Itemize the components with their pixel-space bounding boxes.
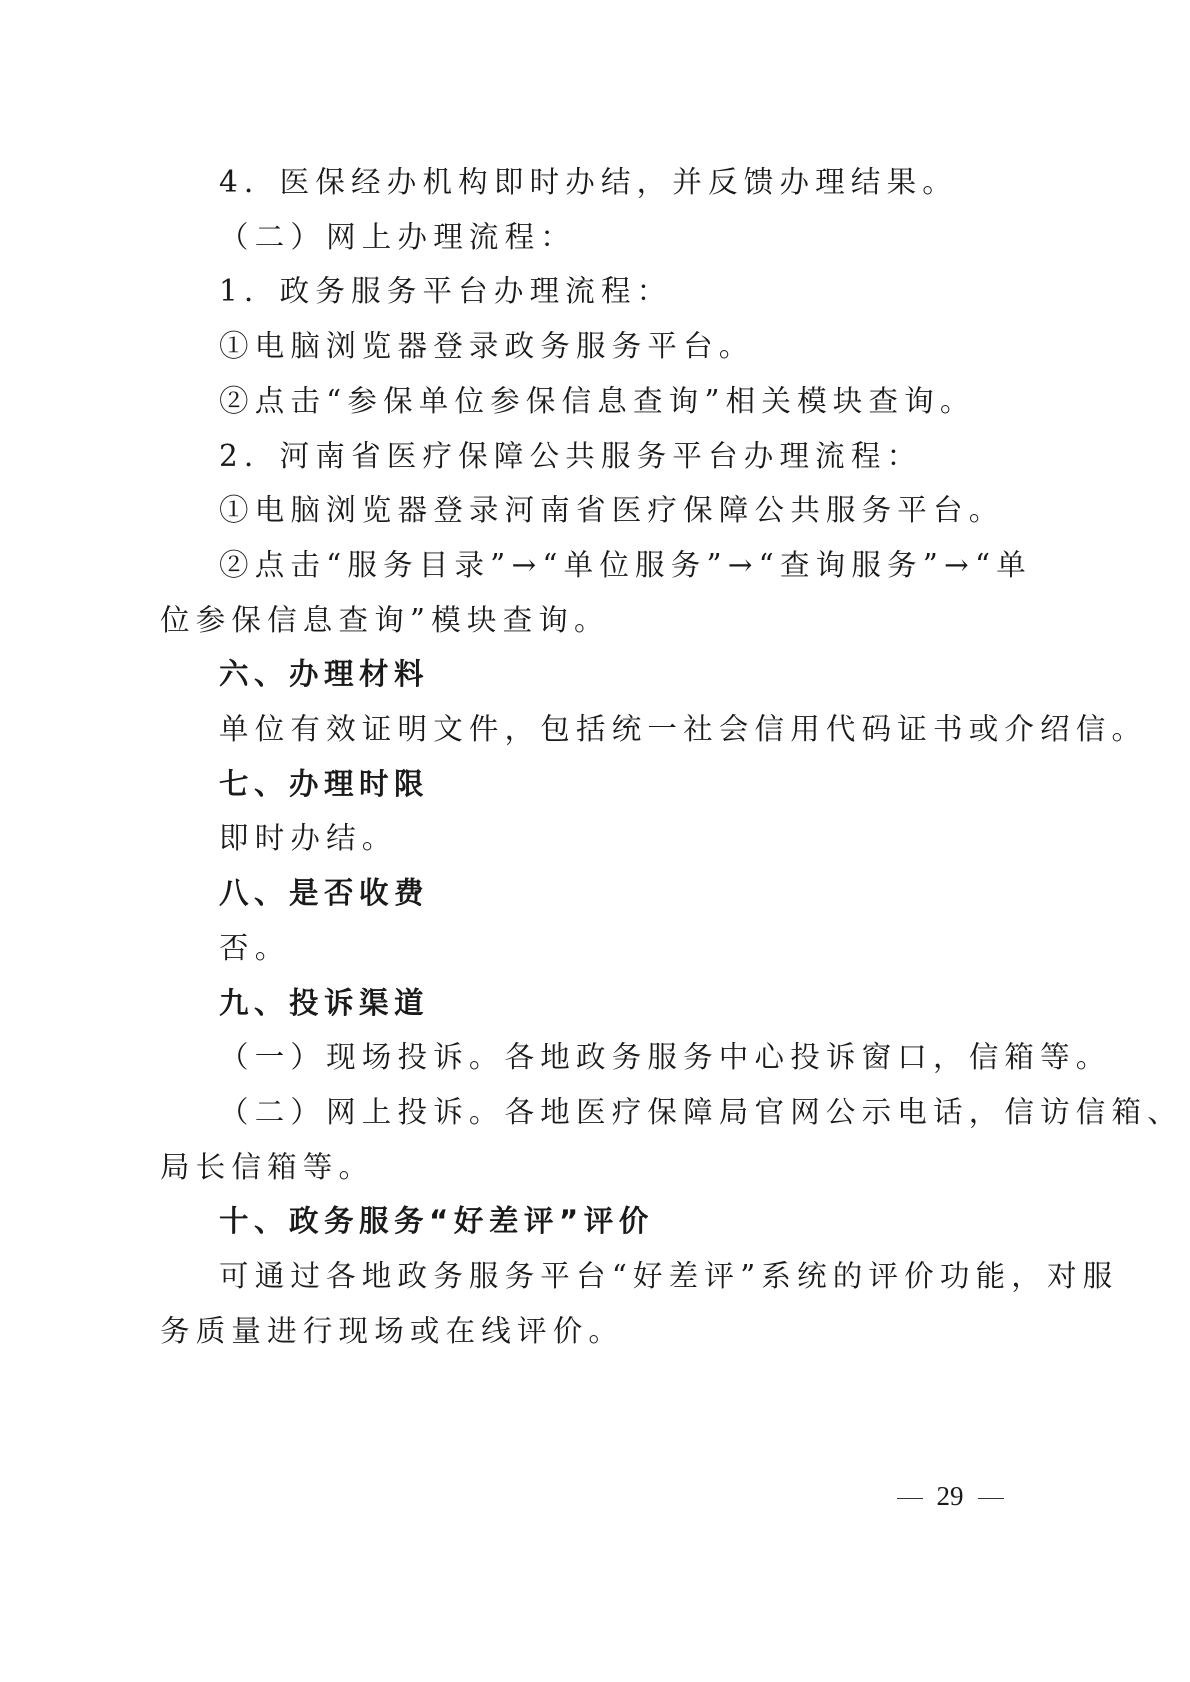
body-line: 即时办结。 — [219, 821, 398, 856]
body-line: 4．医保经办机构即时办结，并反馈办理结果。 — [219, 165, 958, 199]
left-dash — [897, 1498, 923, 1499]
body-line: 局长信箱等。 — [160, 1149, 375, 1184]
body-line: 2．河南省医疗保障公共服务平台办理流程： — [219, 438, 923, 473]
right-dash — [978, 1498, 1004, 1499]
section-heading: 八、是否收费 — [219, 876, 430, 911]
section-heading: 九、投诉渠道 — [219, 985, 430, 1020]
page-number-value: 29 — [936, 1481, 964, 1511]
section-heading: 七、办理时限 — [219, 766, 430, 801]
section-heading: 六、办理材料 — [219, 657, 430, 692]
body-line: ②点击“服务目录”→“单位服务”→“查询服务”→“单 — [219, 547, 1032, 582]
page-number — [880, 1478, 1020, 1514]
body-line: 否。 — [219, 930, 291, 965]
body-line: 可通过各地政务服务平台“好差评”系统的评价功能，对服 — [219, 1259, 1119, 1293]
body-line: 1．政务服务平台办理流程： — [219, 274, 673, 309]
body-line: （二）网上投诉。各地医疗保障局官网公示电话，信访信箱、 — [219, 1094, 1183, 1129]
body-line: ①电脑浏览器登录政务服务平台。 — [219, 329, 755, 364]
body-line: 务质量进行现场或在线评价。 — [160, 1313, 625, 1348]
body-line: ②点击“参保单位参保信息查询”相关模块查询。 — [219, 383, 976, 418]
body-line: （一）现场投诉。各地政务服务中心投诉窗口，信箱等。 — [219, 1040, 1112, 1075]
body-line: （二）网上办理流程： — [219, 219, 577, 254]
section-heading: 十、政务服务“好差评”评价 — [219, 1204, 654, 1239]
body-line: 单位有效证明文件，包括统一社会信用代码证书或介绍信。 — [219, 712, 1148, 746]
body-line: 位参保信息查询”模块查询。 — [160, 602, 610, 637]
body-line: ①电脑浏览器登录河南省医疗保障公共服务平台。 — [219, 493, 1005, 528]
